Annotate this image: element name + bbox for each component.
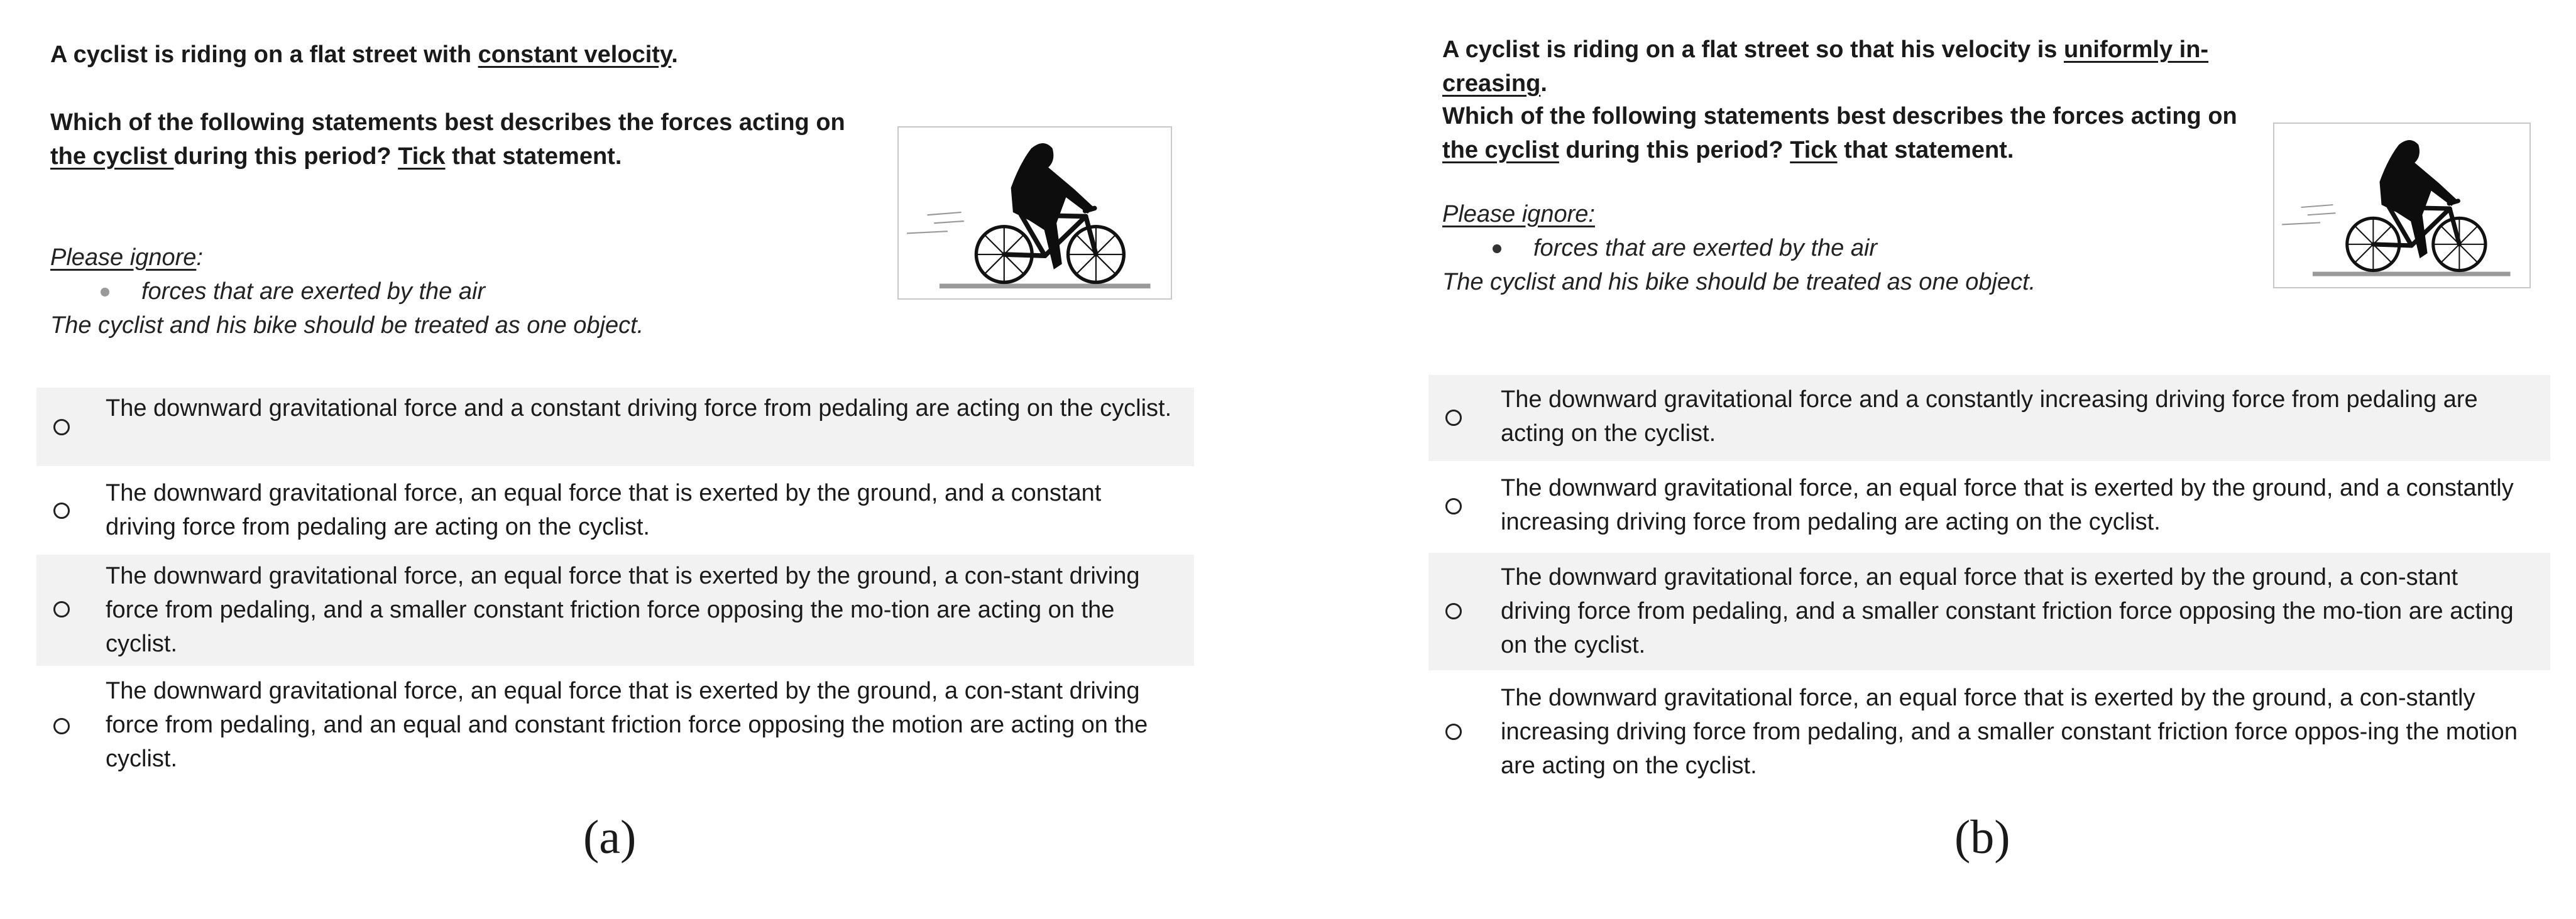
cyclist-silhouette-icon: [899, 128, 1171, 298]
answer-option-text: The downward gravitational force, an equal force that is exerted by the ground, and a constant driving force from pedaling are acting on the cyclist.: [106, 480, 1102, 540]
answer-option[interactable]: [36, 470, 1194, 552]
radio-button-icon[interactable]: [53, 419, 70, 435]
radio-button-icon[interactable]: [1445, 603, 1462, 619]
answer-option-text: The downward gravitational force, an equal force that is exerted by the ground, a con-stant driving force from pedaling, and an equal and constant friction force opposing the motion are acting on the cyclist.: [106, 678, 1148, 772]
cyclist-figure-a: [897, 126, 1172, 300]
prompt-emphasis: Tick: [1790, 137, 1838, 163]
panel-caption-b: (b): [1954, 811, 2010, 864]
answer-option-text: The downward gravitational force and a constantly increasing driving force from pedaling are acting on the cyclist.: [1501, 386, 2478, 447]
prompt-line: [1442, 133, 2310, 167]
stem-text: .: [1540, 70, 1547, 97]
question-stem-b: [1442, 33, 2259, 101]
answer-option[interactable]: [1428, 674, 2550, 791]
radio-button-icon[interactable]: [53, 601, 70, 617]
question-prompt-a: [50, 106, 918, 173]
answer-option-text: The downward gravitational force, an equal force that is exerted by the ground, a con-stant driving force from pedaling, and a smaller constant friction force opposing the mo-tion are acting on the cyclist.: [106, 563, 1140, 657]
answer-option-text: The downward gravitational force, an equal force that is exerted by the ground, and a constantly increasing driving force from pedaling are acting on the cyclist.: [1501, 475, 2514, 535]
ignore-bullet-item: [1442, 231, 2259, 265]
answer-option[interactable]: [1428, 375, 2550, 461]
prompt-line: [50, 139, 918, 173]
ignore-note: The cyclist and his bike should be treated as one object.: [50, 312, 644, 339]
panel-b: [1389, 0, 2576, 919]
radio-button-icon[interactable]: [1445, 724, 1462, 740]
ignore-bullet-text: forces that are exerted by the air: [141, 278, 486, 305]
question-stem-a: [50, 38, 867, 72]
stem-text: .: [671, 41, 678, 68]
answer-option[interactable]: [36, 555, 1194, 666]
answer-option[interactable]: [1428, 465, 2550, 549]
panel-a: [0, 0, 1244, 919]
answer-option[interactable]: [36, 669, 1194, 785]
cyclist-figure-b: [2273, 122, 2531, 288]
answer-option-text: The downward gravitational force and a constant driving force from pedaling are acting on the cyclist.: [106, 395, 1172, 421]
prompt-emphasis: the cyclist: [1442, 137, 1559, 163]
stem-line: [1442, 33, 2259, 67]
ignore-label: [1442, 197, 2259, 231]
prompt-emphasis: the cyclist: [50, 143, 174, 170]
radio-button-icon[interactable]: [53, 718, 70, 734]
ignore-label: [50, 241, 867, 275]
prompt-text: that statement.: [445, 143, 622, 170]
answer-option[interactable]: [1428, 553, 2550, 670]
ignore-label-text: Please ignore: [50, 244, 197, 271]
bullet-icon: [101, 288, 109, 296]
stem-emphasis: constant velocity: [478, 41, 672, 68]
stem-emphasis: creasing: [1442, 70, 1541, 97]
ignore-instructions-b: [1442, 197, 2259, 299]
prompt-text: that statement.: [1837, 137, 2014, 163]
ignore-label-text: Please ignore:: [1442, 201, 1595, 227]
prompt-line: Which of the following statements best describes the forces acting on: [50, 109, 845, 136]
answer-option-text: The downward gravitational force, an equal force that is exerted by the ground, a con-stantly increasing driving force from pedaling, and a smaller constant friction force oppos-ing the motion are acting on the cyclist.: [1501, 685, 2518, 779]
prompt-line: Which of the following statements best describes the forces acting on: [1442, 103, 2237, 129]
radio-button-icon[interactable]: [1445, 410, 1462, 426]
stem-emphasis: uniformly in-: [2063, 36, 2209, 63]
radio-button-icon[interactable]: [1445, 498, 1462, 514]
ignore-instructions-a: [50, 241, 867, 342]
bullet-icon: [1493, 244, 1501, 253]
answer-option[interactable]: [36, 388, 1194, 466]
ignore-bullet-item: [50, 275, 867, 308]
prompt-emphasis: Tick: [398, 143, 446, 170]
stem-line: [1442, 67, 2259, 101]
ignore-bullet-text: forces that are exerted by the air: [1533, 235, 1878, 261]
question-prompt-b: [1442, 99, 2310, 167]
panel-caption-a: (a): [583, 811, 637, 864]
ignore-colon: :: [196, 244, 203, 271]
prompt-text: during this period?: [1559, 137, 1790, 163]
answer-option-text: The downward gravitational force, an equal force that is exerted by the ground, a con-stant driving force from pedaling, and a smaller constant friction force opposing the mo-tion are acting on the cyclist.: [1501, 564, 2514, 658]
radio-button-icon[interactable]: [53, 503, 70, 519]
ignore-note: The cyclist and his bike should be treated as one object.: [1442, 269, 2036, 295]
stem-text: A cyclist is riding on a flat street so that his velocity is: [1442, 36, 2064, 63]
stem-text: A cyclist is riding on a flat street with: [50, 41, 478, 68]
prompt-text: during this period?: [173, 143, 398, 170]
cyclist-silhouette-icon: [2274, 124, 2529, 287]
